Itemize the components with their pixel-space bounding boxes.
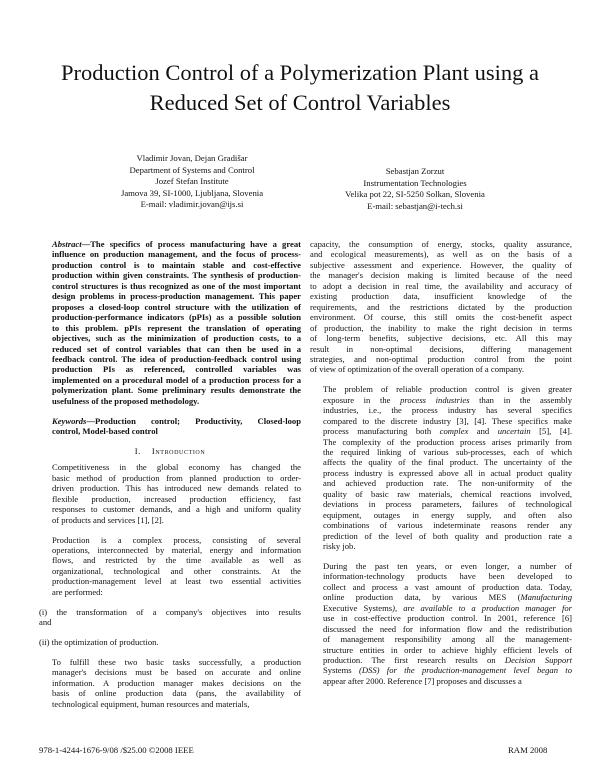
text-line: production-management level at least two essential activities <box>52 576 301 587</box>
intro-paragraph <box>39 535 301 598</box>
text-line: objectives, such as the minimization of production costs, to a <box>52 333 301 344</box>
body-paragraph <box>310 239 572 375</box>
text-line: compared to the discrete industry [3], [4]. These specifics make <box>323 415 572 426</box>
abstract-label: Abstract <box>52 239 82 249</box>
right-column <box>310 239 572 696</box>
text-line: operations, interconnected by material, energy and information <box>52 544 301 555</box>
author-line: Department of Systems and Control <box>129 164 255 175</box>
text-line: production control is to maintain stable and cost-effective <box>52 259 301 270</box>
text-line: Abstract—The specifics of process manufacturing have a great <box>52 239 301 249</box>
author-line: Jozef Stefan Institute <box>155 176 229 187</box>
author-line: Sebastjan Zorzut <box>385 166 445 176</box>
text-line: equipment, outages in energy supply, and often also <box>323 509 572 520</box>
text-line: production within given constraints. The synthesis of production- <box>52 270 301 281</box>
text-line: and ecological measurements), as well as on the basis of a <box>310 249 572 260</box>
text-line: the manager's decision making is limited because of the need <box>310 270 572 281</box>
text-line: process industry is expressed above all in actual product quality <box>323 467 572 478</box>
author-block-right <box>290 166 540 212</box>
text-line: organizational, technological and other constraints. At the <box>52 565 301 576</box>
author-line: Instrumentation Technologies <box>363 177 467 188</box>
text-line: information-technology products have been developed to <box>323 571 572 582</box>
text-line: Executive Systems), are available to a production manager for <box>323 602 572 613</box>
text-line: quality of basic raw materials, chemical reactions involved, <box>323 488 572 499</box>
text-line: manager's decisions must be based on accurate and online <box>52 667 301 678</box>
text-line: implemented on a procedural model of a production process for a <box>52 374 301 385</box>
text-line: of production, the inability to make the right decision in terms <box>310 322 572 333</box>
text-line: influence on production management, and the focus of process- <box>52 249 301 260</box>
text-line: exposure in the process industries than in the assembly <box>323 394 572 405</box>
keywords <box>39 416 301 437</box>
text-line: feedback control. The idea of production-feedback control using <box>52 353 301 364</box>
author-line: E-mail: sebastjan@i-tech.si <box>367 200 463 211</box>
text-line: design problems in process-production management. This paper <box>52 291 301 302</box>
author-line: Jamova 39, SI-1000, Ljubljana, Slovenia <box>120 187 264 198</box>
text-line: environment. Of course, this still omits the cost-benefit aspect <box>310 312 572 323</box>
keywords-label: Keywords <box>52 415 87 426</box>
text-line: Production is a complex process, consisting of several <box>52 534 301 545</box>
text-line: usefulness of the proposed methodology. <box>52 395 200 406</box>
text-line: polymerization plant. Some preliminary results demonstrate the <box>52 385 301 396</box>
text-line: deviations in process parameters, failures of technological <box>323 499 572 510</box>
text-line: Systems (DSS) for the production-management level began to <box>323 665 572 676</box>
text-line: capacity, the consumption of energy, stocks, quality assurance, <box>310 239 572 249</box>
section-number: I. <box>134 445 141 456</box>
text-line: flows, and restricted by the time available as well as <box>52 555 301 566</box>
text-line: online production data, by various MES (Manufacturing <box>323 592 572 603</box>
text-line: existing production data, insufficient knowledge of the <box>310 291 572 302</box>
body-paragraph <box>310 561 572 686</box>
body-paragraph <box>310 384 572 551</box>
title-line: Production Control of a Polymerization Plant using a <box>60 60 540 85</box>
section-title: Introduction <box>151 445 206 456</box>
text-line: process manufacturing both complex and uncertain [5], [4]. <box>323 426 572 437</box>
text-line: prediction of the level of both quality and production rate a <box>323 530 572 541</box>
text-line: basic method of production from planned production to order- <box>52 472 301 483</box>
text-line: strategies, and non-optimal production control from the point <box>310 353 572 364</box>
title-line: Reduced Set of Control Variables <box>149 90 451 115</box>
text-line: subjective assessment and experience. However, the quality of <box>310 259 572 270</box>
text-line: production. The first research results on Decision Support <box>323 655 572 665</box>
text-line: appear after 2000. Reference [7] proposes and discusses a <box>323 675 522 686</box>
text-line: During the past ten years, or even longer, a number of <box>323 560 572 571</box>
text-line: To fulfill these two basic tasks successfully, a production <box>52 656 301 667</box>
text-line: to adopt a decision in real time, the availability and accuracy of <box>310 280 572 291</box>
text-line: Competitiveness in the global economy has changed the <box>52 462 301 473</box>
author-line: E-mail: vladimir.jovan@ijs.si <box>140 199 244 210</box>
text-line: and achieved production rate. The non-uniformity of the <box>323 478 572 489</box>
text-line: The problem of reliable production control is given greater <box>323 384 572 395</box>
author-line: Velika pot 22, SI-5250 Solkan, Slovenia <box>345 189 485 200</box>
text-line: Keywords—Production control; Productivity, Closed-loop <box>52 415 301 426</box>
text-line: of long-term benefits, subjective decisions, etc. All this may <box>310 333 572 344</box>
text-line: the required linking of various sub-processes, each of which <box>323 447 572 457</box>
footer-conference: RAM 2008 <box>508 745 548 755</box>
text-line: collect and process a vast amount of production data. Today, <box>323 581 572 592</box>
text-line: of management responsibility among all the management- <box>323 634 572 645</box>
left-column <box>39 239 301 718</box>
text-line: of products and services [1], [2]. <box>52 514 164 525</box>
text-line: result in non-optimal decisions, differing management <box>310 343 572 354</box>
list-item-optimization <box>39 637 301 647</box>
text-line: production PIs as referenced, controlled variables was <box>52 364 301 375</box>
paper-title <box>20 58 580 118</box>
text-line: proposes a closed-loop control structure with the utilization of <box>52 301 301 312</box>
text-line: control structures is thus recognized as one of the most important <box>52 280 301 291</box>
section-heading-introduction <box>39 446 301 456</box>
text-line: affects the quality of the final product. The uncertainty of the <box>323 457 572 468</box>
text-line: of view of optimization of the overall operation of a company. <box>310 364 524 375</box>
list-item-transformation <box>39 607 301 628</box>
intro-paragraph <box>39 462 301 525</box>
text-line: (ii) the optimization of production. <box>39 636 159 647</box>
text-line: control, Model-based control <box>52 426 158 437</box>
text-line: (i) the transformation of a company's objectives into results <box>39 606 301 617</box>
text-line: discussed the need for information flow and the redistribution <box>323 623 572 634</box>
text-line: risky job. <box>323 541 356 552</box>
text-line: The complexity of the production process arises primarily from <box>323 436 572 447</box>
text-line: driven production. This has introduced new demands related to <box>52 483 301 494</box>
text-line: information. A production manager makes decisions on the <box>52 677 301 688</box>
text-line: reduced set of control variables that can then be used in a <box>52 343 301 354</box>
author-block-left <box>70 153 314 211</box>
abstract <box>39 239 301 406</box>
author-line: Vladimir Jovan, Dejan Gradišar <box>136 153 248 163</box>
text-line: responses to customer demands, and a high and uniform quality <box>52 504 301 515</box>
text-line: use in cost-effective production control. In 2001, reference [6] <box>323 613 572 624</box>
text-line: industries, i.e., the process industry has several specifics <box>323 405 572 416</box>
text-line: requirements, and the restrictions dictated by the production <box>310 301 572 312</box>
text-line: production-performance indicators (pPIs) as a possible solution <box>52 312 301 323</box>
footer-copyright: 978-1-4244-1676-9/08 /$25.00 ©2008 IEEE <box>39 745 194 755</box>
intro-paragraph <box>39 657 301 709</box>
text-line: technological equipment, human resources and materials, <box>52 698 250 709</box>
text-line: and <box>39 617 52 628</box>
text-line: are performed: <box>52 586 103 597</box>
text-line: flexible production, increased production efficiency, fast <box>52 493 301 504</box>
text-line: to this problem. pPIs represent the translation of operating <box>52 322 301 333</box>
text-line: basis of online production data (pans, the availability of <box>52 688 301 699</box>
text-line: combinations of various indeterminate reasons render any <box>323 520 572 531</box>
text-line: structure entities in order to achieve highly efficient levels of <box>323 644 572 655</box>
